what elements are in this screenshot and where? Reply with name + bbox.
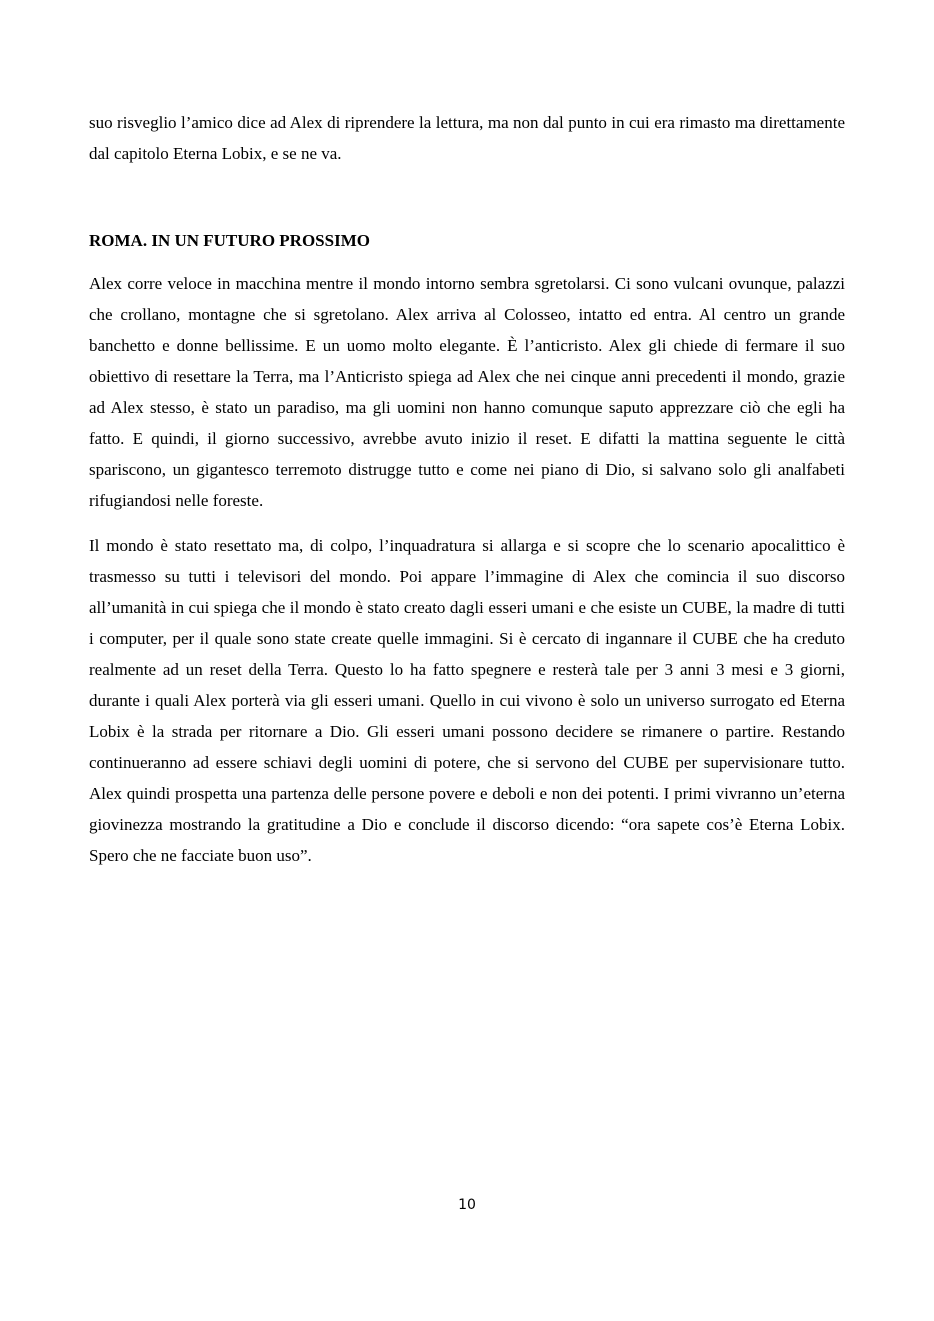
body-paragraph-1: Alex corre veloce in macchina mentre il mondo intorno sembra sgretolarsi. Ci sono vulcani ovunque, palazzi che crollano, montagne che si sgretolano. Alex arriva al Colosseo, intatto ed entra. Al centro un grande banchetto e donne bellissime. E un uomo molto elegante. È l’anticristo. Alex gli chiede di fermare il suo obiettivo di resettare la Terra, ma l’Anticristo spiega ad Alex che nei cinque anni precedenti il mondo, grazie ad Alex stesso, è stato un paradiso, ma gli uomini non hanno comunque saputo apprezzare ciò che egli ha fatto. E quindi, il giorno successivo, avrebbe avuto inizio il reset. E difatti la mattina seguente le città spariscono, un gigantesco terremoto distrugge tutto e come nei piano di Dio, si salvano solo gli analfabeti rifugiandosi nelle foreste. [89,274,845,510]
section-heading: ROMA. IN UN FUTURO PROSSIMO [89,231,370,250]
page-number: 10 [458,1197,476,1213]
intro-paragraph: suo risveglio l’amico dice ad Alex di riprendere la lettura, ma non dal punto in cui era rimasto ma direttamente dal capitolo Eterna Lobix, e se ne va. [89,113,845,163]
body-paragraph-2: Il mondo è stato resettato ma, di colpo, l’inquadratura si allarga e si scopre che lo scenario apocalittico è trasmesso su tutti i televisori del mondo. Poi appare l’immagine di Alex che comincia il suo discorso all’umanità in cui spiega che il mondo è stato creato dagli esseri umani e che esiste un CUBE, la madre di tutti i computer, per il quale sono state create quelle immagini. Si è cercato di ingannare il CUBE che ha creduto realmente ad un reset della Terra. Questo lo ha fatto spegnere e resterà tale per 3 anni 3 mesi e 3 giorni, durante i quali Alex porterà via gli esseri umani. Quello in cui vivono è solo un universo surrogato ed Eterna Lobix è la strada per ritornare a Dio. Gli esseri umani possono decidere se rimanere o partire. Restando continueranno ad essere schiavi degli uomini di potere, che si servono del CUBE per supervisionare tutto. Alex quindi prospetta una partenza delle persone povere e deboli e non dei potenti. I primi vivranno un’eterna giovinezza mostrando la gratitudine a Dio e conclude il discorso dicendo: “ora sapete cos’è Eterna Lobix. Spero che ne facciate buon uso”. [89,536,845,865]
